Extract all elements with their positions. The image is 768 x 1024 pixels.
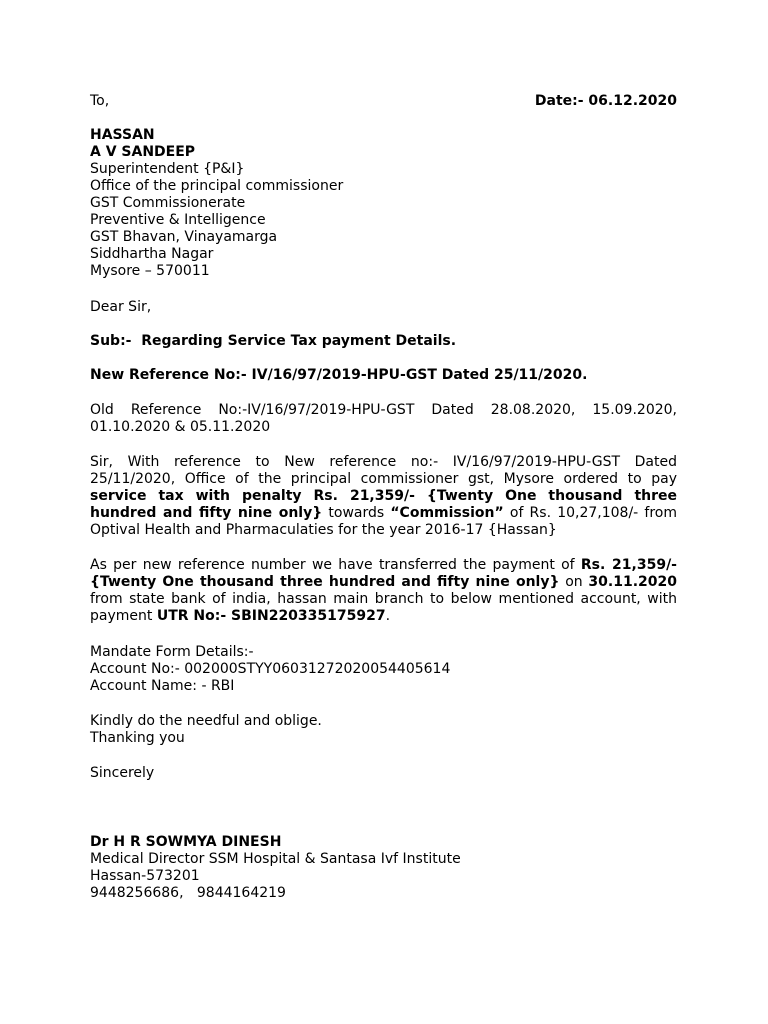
utr-number: UTR No:- SBIN220335175927	[156, 608, 386, 624]
recipient-line: Mysore – 570011	[90, 263, 210, 279]
old-reference-line: Old Reference No:-IV/16/97/2019-HPU-GST Dated 28.08.2020, 15.09.2020,	[90, 402, 677, 418]
recipient-line: Office of the principal commissioner	[90, 178, 344, 194]
text-fragment: payment	[90, 608, 157, 624]
salutation: Dear Sir,	[90, 299, 152, 315]
text-fragment: on	[559, 574, 589, 590]
payment-date: 30.11.2020	[588, 574, 677, 590]
paragraph-line	[90, 608, 677, 625]
account-name: Account Name: - RBI	[90, 678, 235, 694]
paragraph-line: Sir, With reference to New reference no:- IV/16/97/2019-HPU-GST Dated	[90, 454, 677, 470]
penalty-amount-text: service tax with penalty Rs. 21,359/- {Twenty One thousand three	[90, 488, 677, 504]
recipient-city: HASSAN	[90, 127, 155, 143]
signatory-city: Hassan-573201	[90, 868, 200, 884]
recipient-line: Siddhartha Nagar	[90, 246, 214, 262]
mandate-title: Mandate Form Details:-	[90, 644, 254, 660]
commission-text: “Commission”	[390, 505, 504, 521]
body-paragraph-order	[90, 454, 677, 539]
old-reference	[90, 402, 677, 436]
text-fragment: .	[385, 608, 391, 624]
text-fragment: of Rs. 10,27,108/- from	[503, 505, 677, 521]
letter-date: Date:- 06.12.2020	[534, 93, 677, 109]
paragraph-line	[90, 557, 677, 574]
recipient-line: GST Bhavan, Vinayamarga	[90, 229, 278, 245]
account-number: Account No:- 002000STYY0603127202005440561​4	[90, 661, 451, 677]
subject-text: Regarding Service Tax payment Details.	[141, 333, 457, 349]
new-reference: New Reference No:- IV/16/97/2019-HPU-GST Dated 25/11/2020.	[90, 367, 588, 383]
recipient-line: Preventive & Intelligence	[90, 212, 266, 228]
amount-words: hundred and fifty nine only}	[90, 505, 323, 521]
subject-label: Sub:-	[90, 333, 132, 349]
body-paragraph-payment	[90, 557, 677, 625]
signatory-name: Dr H R SOWMYA DINESH	[90, 834, 282, 850]
recipient-line: GST Commissionerate	[90, 195, 246, 211]
signatory-title: Medical Director SSM Hospital & Santasa Ivf Institute	[90, 851, 461, 867]
paid-amount: Rs. 21,359/-	[580, 557, 677, 573]
closing-line: Kindly do the needful and oblige.	[90, 713, 322, 729]
to-label: To,	[90, 93, 110, 109]
paragraph-line: 25/11/2020, Office of the principal commissioner gst, Mysore ordered to pay	[90, 471, 677, 487]
paragraph-line	[90, 574, 677, 591]
old-reference-line: 01.10.2020 & 05.11.2020	[90, 419, 271, 435]
recipient-line: Superintendent {P&I}	[90, 161, 245, 177]
closing-line: Thanking you	[90, 730, 185, 746]
paragraph-line: Optival Health and Pharmaculaties for the year 2016-17 {Hassan}	[90, 522, 557, 538]
recipient-name: A V SANDEEP	[90, 144, 196, 160]
paragraph-line: from state bank of india, hassan main branch to below mentioned account, with	[90, 591, 677, 607]
paid-amount-words: {Twenty One thousand three hundred and fifty nine only}	[90, 574, 560, 590]
paragraph-line	[90, 505, 677, 522]
subject-line	[90, 333, 456, 350]
sincerely: Sincerely	[90, 765, 155, 781]
signatory-phones: 9448256686, 9844164219	[90, 885, 286, 901]
text-fragment: As per new reference number we have transferred the payment of	[90, 557, 581, 573]
text-fragment: towards	[322, 505, 391, 521]
